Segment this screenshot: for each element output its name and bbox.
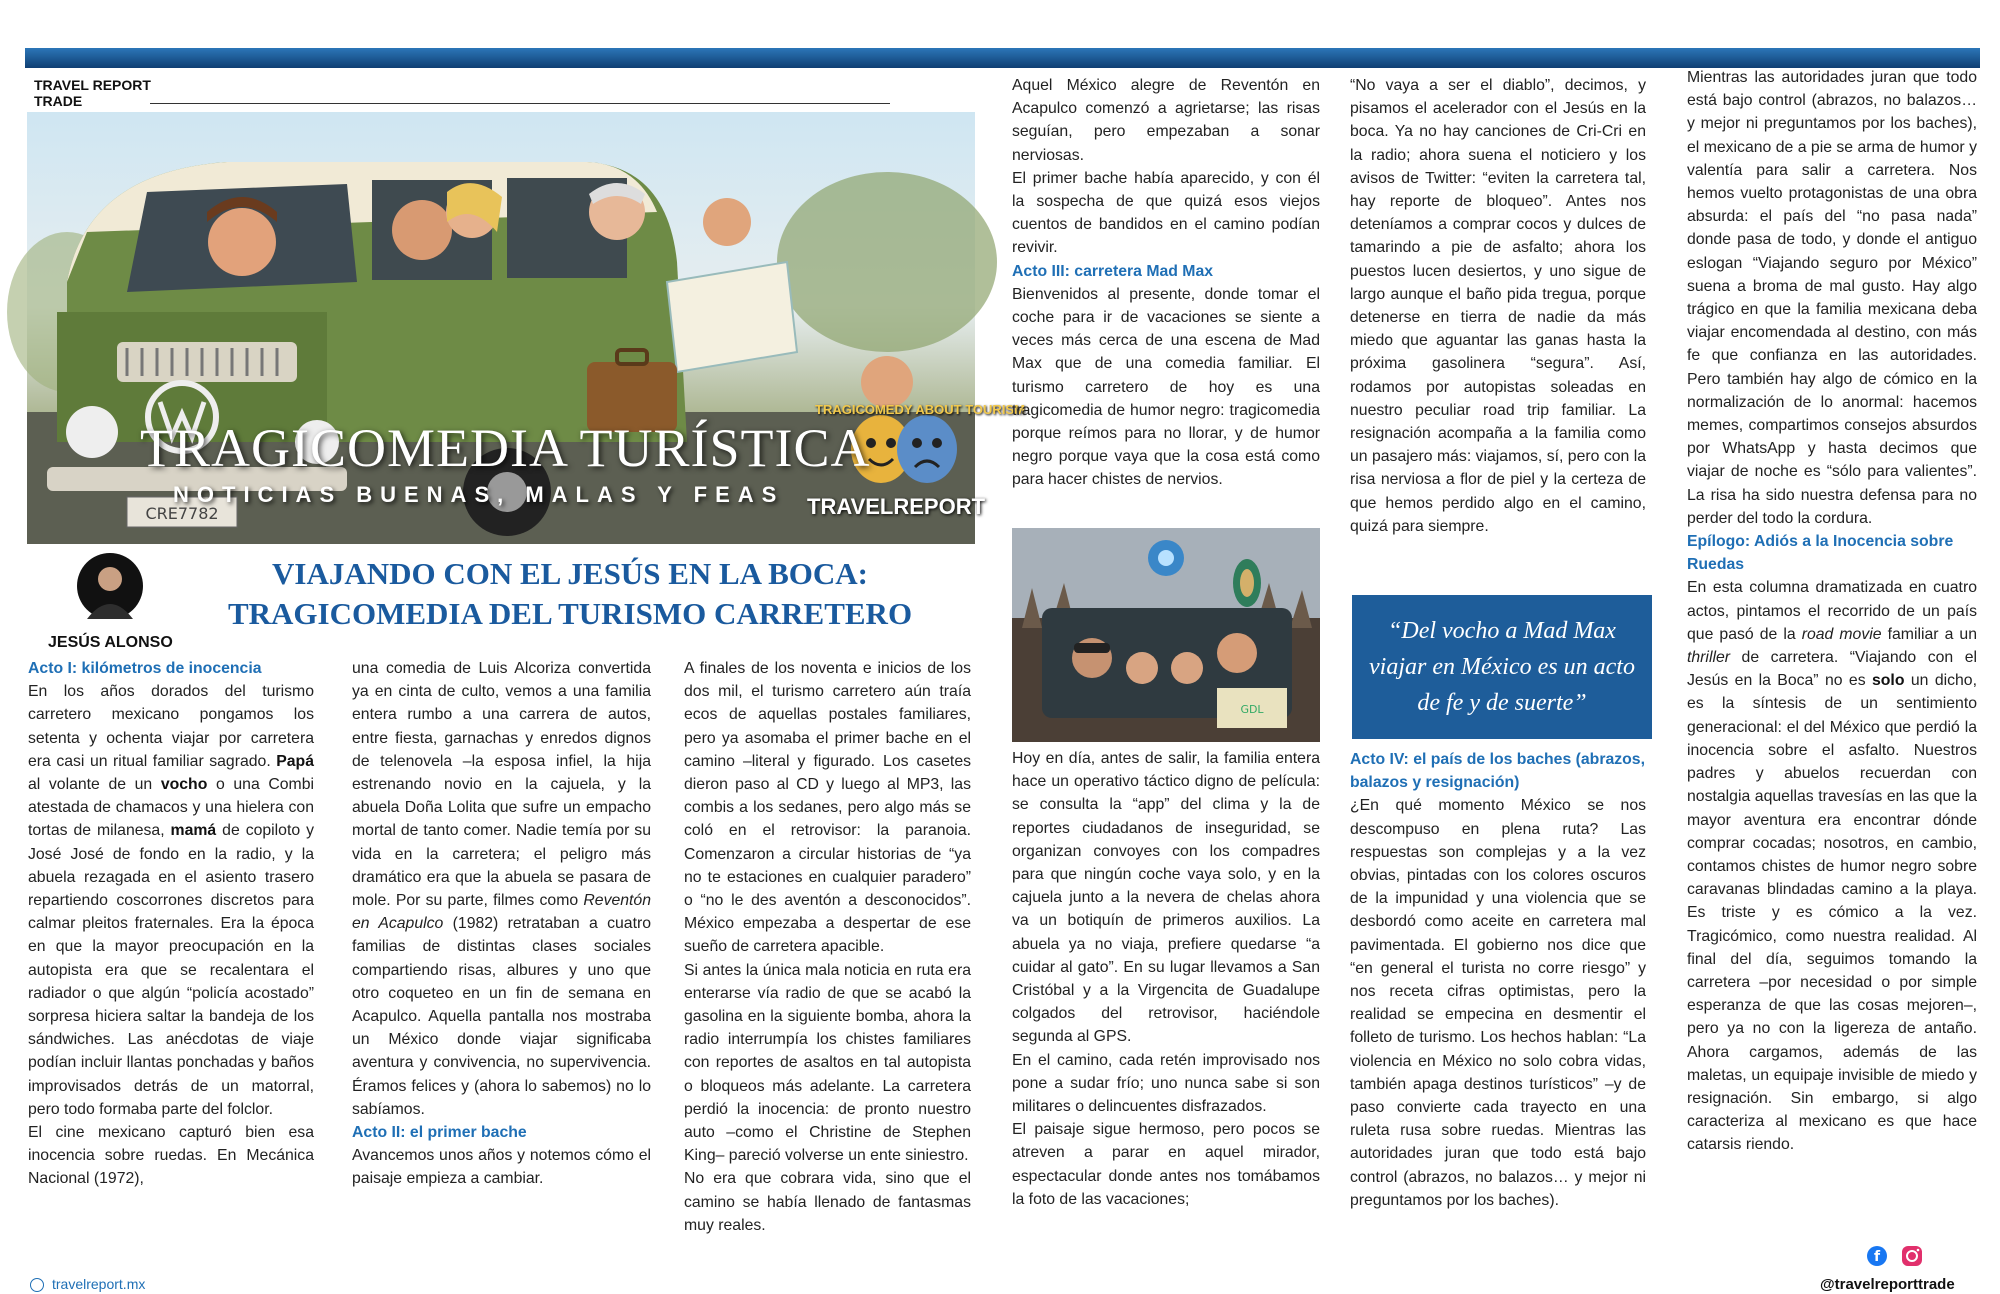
top-banner-bar	[25, 48, 1980, 68]
article-column-6	[1687, 66, 1977, 1157]
paragraph: No era que cobrara vida, sino que el camino se había llenado de fantasmas muy reales.	[684, 1170, 971, 1234]
paragraph: El paisaje sigue hermoso, pero pocos se atreven a parar en aquel mirador, espectacular donde antes nos tomábamos la foto de las vacaciones;	[1012, 1121, 1320, 1208]
svg-text:GDL: GDL	[1240, 703, 1264, 716]
tragicomedy-badge: TRAGICOMEDY ABOUT TOURISM	[815, 402, 1025, 417]
svg-text:f: f	[1873, 1249, 1881, 1265]
paragraph: Mientras las autoridades juran que todo está bajo control (abrazos, no balazos… y mejor ni preguntamos por los baches), el mexicano de a pie se arma de humor y valentía para salir a carretera. Nos hemos vuelto protagonistas de una obra absurda: el país del “no pasa nada” donde pasa de todo, y donde el antiguo eslogan “Viajando seguro por México” suena a broma de mal gusto. Hay algo trágico en que la familia mexicana deba viajar encomendada al destino, con más fe que confianza en las autoridades. Pero también hay algo de cómico en la normalización de lo anormal: hacemos memes, compartimos consejos absurdos por WhatsApp y hasta decimos que viajar de noche es “sólo para valientes”. La risa ha sido nuestra defensa para no perder del todo la cordura.	[1687, 69, 1977, 527]
combi-van-illustration	[27, 112, 975, 544]
paragraph: Si antes la única mala noticia en ruta era enterarse vía radio de que se acabó la gasolina en la siguiente bomba, ahora la radio interrumpía los chistes familiares con reportes de asaltos en tal autopista o bloqueos más adelante. La carretera perdió la inocencia: de pronto nuestro auto –como el Christine de Stephen King– pareció volverse un ente siniestro.	[684, 961, 971, 1165]
paragraph: Avancemos unos años y notemos cómo el paisaje empieza a cambiar.	[352, 1147, 651, 1188]
globe-icon	[30, 1278, 44, 1292]
header-rule	[150, 103, 890, 104]
paragraph: En el camino, cada retén improvisado nos pone a sudar frío; uno nunca sabe si son militares o delincuentes disfrazados.	[1012, 1051, 1320, 1116]
paragraph: “No vaya a ser el diablo”, decimos, y pisamos el acelerador con el Jesús en la boca. Ya no hay canciones de Cri-Cri en la radio; ahora suena el noticiero y los avisos de Twitter: “eviten la carretera tal, hay reporte de bloqueo”. Antes nos deteníamos a comprar cocos y dulces de tamarindo a pie de asfalto; ahora los puestos lucen desiertos, y uno sigue de largo aunque el baño pida tregua, porque detenerse en tierra de nadie da más miedo que aguantar las ganas hasta la próxima gasolinera “segura”. Así, rodamos por autopistas soleadas en nuestro peculiar road trip familiar. La resignación acompaña a la familia como un pasajero más: viajamos, sí, pero con la risa nerviosa a flor de piel y la certeza de que hemos perdido algo en el camino, quizá para siempre.	[1350, 77, 1646, 535]
article-column-5-bottom	[1350, 748, 1646, 1212]
author-name: JESÚS ALONSO	[48, 634, 173, 651]
article-column-4-top	[1012, 74, 1320, 492]
article-column-5-top	[1350, 74, 1646, 538]
mad-max-car-illustration	[1012, 528, 1320, 742]
facebook-icon[interactable]	[1867, 1246, 1887, 1266]
section-heading-epilogue: Epílogo: Adiós a la Inocencia sobre Ruedas	[1687, 533, 1954, 574]
article-column-1	[28, 657, 314, 1191]
section-heading-act-3: Acto III: carretera Mad Max	[1012, 262, 1214, 280]
social-handle[interactable]: @travelreporttrade	[1820, 1276, 1955, 1293]
article-headline: VIAJANDO CON EL JESÚS EN LA BOCA: TRAGICOMEDIA DEL TURISMO CARRETERO	[227, 556, 913, 631]
svg-text:CRE7782: CRE7782	[145, 504, 219, 523]
section-heading-act-1: Acto I: kilómetros de inocencia	[28, 660, 262, 677]
brand-label: TRAVEL REPORT TRADE	[34, 77, 151, 109]
article-column-4-bottom	[1012, 747, 1320, 1211]
author-avatar	[77, 553, 143, 619]
social-icons	[1866, 1245, 1926, 1267]
paragraph: En esta columna dramatizada en cuatro actos, pintamos el recorrido de un país que pasó de la road movie familiar a un thriller de carretera. “Viajando con el Jesús en la Boca” no es solo un dicho, es la síntesis de un sentimiento generacional: el del México que perdió la inocencia sobre el asfalto. Nuestros padres y abuelos recuerdan con nostalgia aquellas travesías en las que la mayor aventura era encontrar dónde comprar cocadas; nosotros, en cambio, contamos chistes de humor negro sobre caravanas blindadas camino a la playa. Es triste y es cómico a la vez. Tragicómico, como nuestra realidad. Al final del día, seguimos tomando la carretera –por necesidad o por simple esperanza de que las cosas mejoren–, pero ya no con la ligereza de antaño. Ahora cargamos, además de las maletas, un equipaje invisible de miedo y resignación. Sin embargo, si algo caracteriza al mexicano es que hace catarsis riendo.	[1687, 579, 1977, 1154]
instagram-icon[interactable]	[1902, 1246, 1922, 1266]
paragraph: El cine mexicano capturó bien esa inocencia sobre ruedas. En Mecánica Nacional (1972),	[28, 1124, 314, 1188]
article-column-3	[684, 657, 971, 1237]
travelreport-logo: TRAVELREPORT	[807, 494, 986, 519]
paragraph: una comedia de Luis Alcoriza convertida ya en cinta de culto, vemos a una familia entera rumbo a una carrera de autos, entre fiesta, garnachas y enredos dignos de telenovela –la esposa infiel, la hija estrenando novio en la cajuela, y la abuela Doña Lolita que sufre un empacho mortal de tanto comer. Nadie temía por su vida en la carretera; el peligro más dramático era que la abuela se pasara de mole. Por su parte, filmes como Reventón en Acapulco (1982) retrataban a cuatro familias de distintas clases sociales compartiendo risas, albures y uno que otro coqueteo en un fin de semana en Acapulco. Aquella pantalla nos mostraba un México donde viajar significaba aventura y convivencia, no supervivencia. Éramos felices y (ahora lo sabemos) no lo sabíamos.	[352, 660, 652, 1118]
paragraph: En los años dorados del turismo carretero mexicano pongamos los setenta y ochenta viajar por carretera era casi un ritual familiar sagrado. Papá al volante de un vocho o una Combi atestada de chamacos y una hielera con tortas de milanesa, mamá de copiloto y José José de fondo en la radio, y la abuela rezagada en el asiento trasero repartiendo coscorrones discretos para calmar pleitos fraternales. Era la época en que la mayor preocupación en la autopista era que se recalentara el radiador o que algún “policía acostado” sorpresa hiciera saltar la bandeja de los sándwiches. Las anécdotas de viaje podían incluir llantas ponchadas y baños improvisados detrás de un matorral, pero todo formaba parte del folclor.	[28, 683, 314, 1118]
paragraph: El primer bache había aparecido, y con él la sospecha de que quizá esos viejos cuentos de bandidos en el camino podían revivir.	[1012, 169, 1320, 257]
section-heading-act-2: Acto II: el primer bache	[352, 1124, 527, 1142]
hero-title: TRAGICOMEDIA TURÍSTICA	[140, 418, 871, 478]
article-column-2	[352, 657, 651, 1191]
paragraph: A finales de los noventa e inicios de los dos mil, el turismo carretero aún traía ecos de aquellas postales familiares, pero ya asomaba el primer bache en el camino –literal y figurado. Los casetes dieron paso al CD y luego al MP3, las combis a los sedanes, pero algo más se coló en el retrovisor: la paranoia. Comenzaron a circular historias de “ya no te estaciones en cualquier paradero” o “no le des aventón a desconocidos”. México empezaba a despertar de ese sueño de carretera apacible.	[684, 660, 971, 956]
website-link[interactable]: travelreport.mx	[30, 1276, 145, 1292]
paragraph: Hoy en día, antes de salir, la familia entera hace un operativo táctico digno de película: se consulta la “app” del clima y la de reportes ciudadanos de inseguridad, se organizan convoyes con los compadres para que ningún coche vaya solo, y en la cajuela junto a la nevera de chelas ahora va un botiquín de primeros auxilios. La abuela ya no viaja, prefiere quedarse “a cuidar al gato”. En su lugar llevamos a San Cristóbal y a la Virgencita de Guadalupe colgados del retrovisor, haciéndole segunda al GPS.	[1012, 750, 1320, 1046]
pull-quote: “Del vocho a Mad Max viajar en México es un acto de fe y de suerte”	[1352, 595, 1652, 739]
paragraph: ¿En qué momento México se nos descompuso en plena ruta? Las respuestas son complejas y a la vez obvias, pintadas con los colores oscuros de la impunidad y una violencia que se desbordó como aceite en carretera mal pavimentada. El gobierno nos dice que “en general el turista no corre riesgo” y nos receta cifras optimistas, pero la realidad se empecina en desmentir el folleto de turismo. Los hechos hablan: “La violencia en México no solo cobra vidas, también apaga destinos turísticos” –y de paso convierte cada trayecto en una ruleta rusa sobre ruedas. Mientras las autoridades juran que todo está bajo control (abrazos, no balazos… y mejor ni preguntamos por los baches).	[1350, 797, 1646, 1209]
paragraph: Aquel México alegre de Reventón en Acapulco comenzó a agrietarse; las risas seguían, pero empezaban a sonar nerviosas.	[1012, 77, 1320, 164]
paragraph: Bienvenidos al presente, donde tomar el coche para ir de vacaciones se siente a veces más cerca de una escena de Mad Max que de una comedia familiar. El turismo carretero de hoy es una tragicomedia de humor negro: tragicomedia porque reímos para no llorar, y de humor negro porque vaya que la cosa está como para hacer chistes de nervios.	[1012, 285, 1320, 489]
hero-illustration	[27, 112, 1025, 544]
hero-subtitle: NOTICIAS BUENAS, MALAS Y FEAS	[173, 482, 785, 507]
section-heading-act-4: Acto IV: el país de los baches (abrazos, balazos y resignación)	[1350, 751, 1645, 792]
